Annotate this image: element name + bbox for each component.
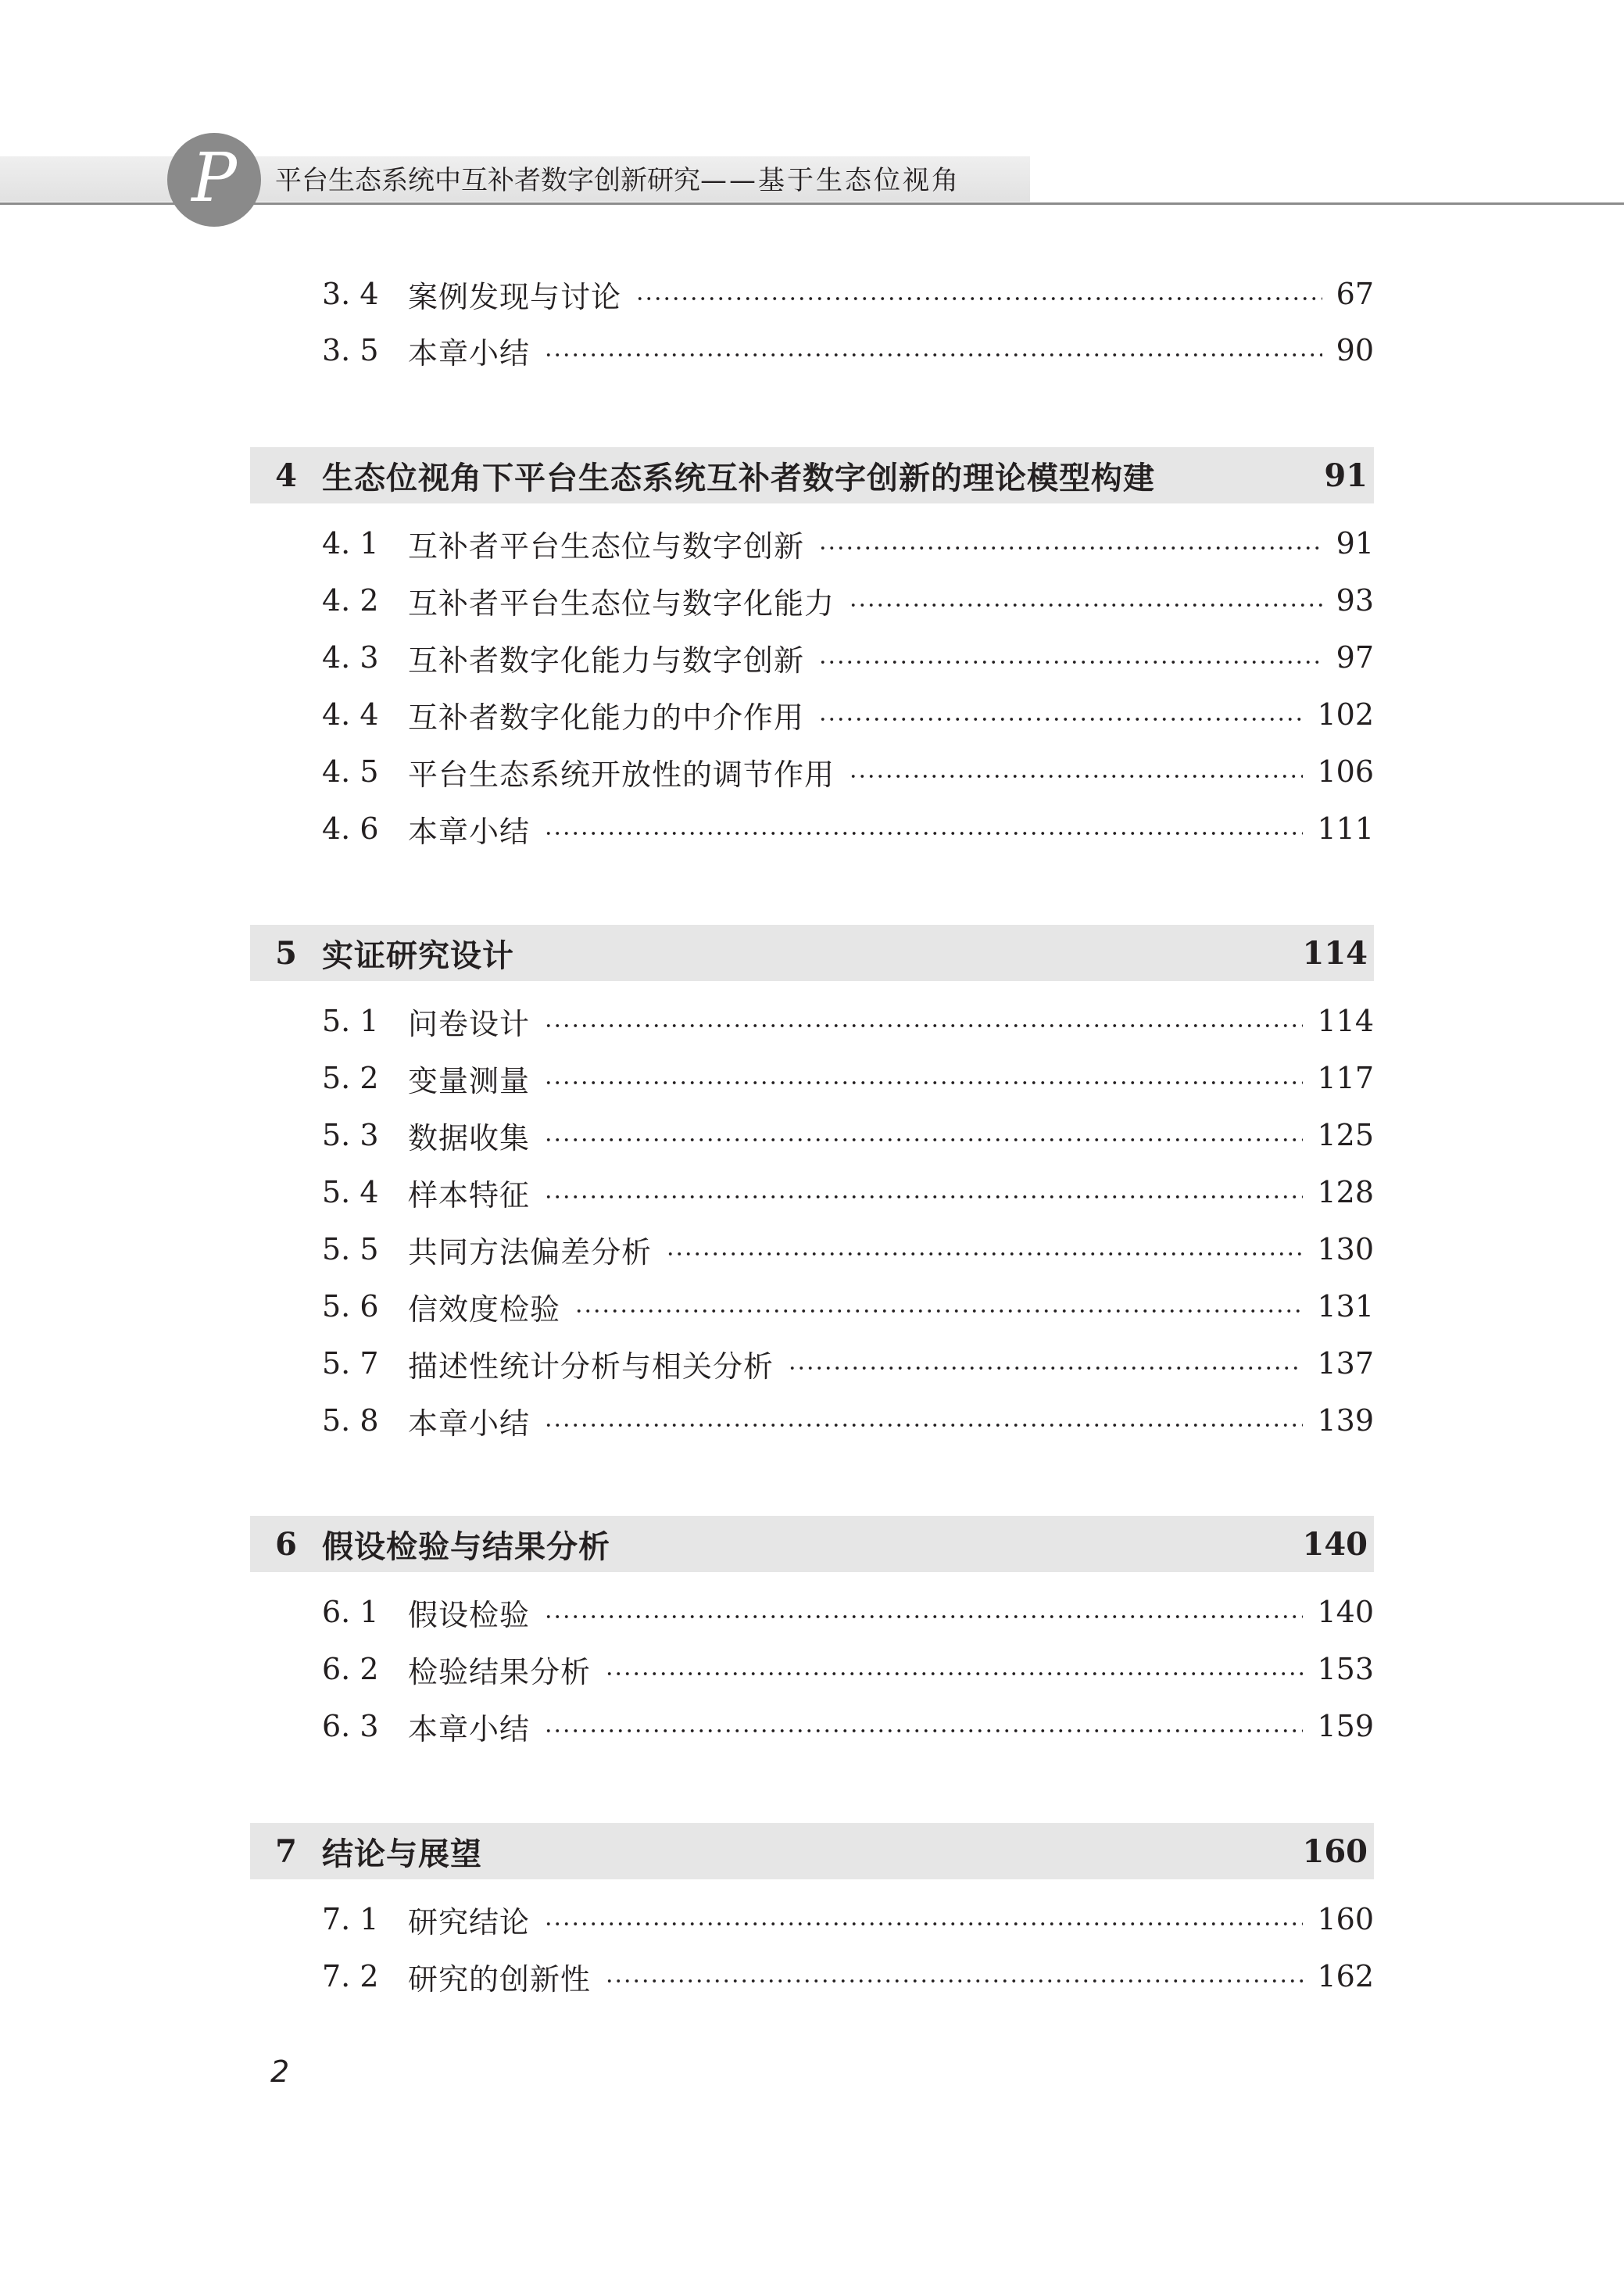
- dot-leader: [544, 829, 1303, 838]
- page-number: 102: [1317, 697, 1374, 732]
- page-number: 90: [1336, 333, 1374, 367]
- dot-leader: [574, 1306, 1303, 1316]
- chapter-title: 结论与展望: [322, 1836, 482, 1872]
- toc-entry-6-3[interactable]: [322, 1703, 1374, 1750]
- dot-leader: [544, 1919, 1303, 1929]
- toc-entry-4-2[interactable]: [322, 577, 1374, 624]
- section-number: 5. 7: [322, 1346, 379, 1381]
- section-title: 变量测量: [408, 1063, 531, 1098]
- chapter-number: 6: [275, 1525, 297, 1563]
- page-number: 159: [1317, 1709, 1374, 1743]
- section-title: 互补者数字化能力的中介作用: [408, 700, 805, 735]
- page-number: 111: [1317, 811, 1374, 846]
- dot-leader: [666, 1249, 1303, 1259]
- chapter-page: 114: [1302, 934, 1368, 972]
- toc-entry-3-5[interactable]: [322, 327, 1374, 374]
- toc-entry-7-1[interactable]: [322, 1896, 1374, 1943]
- chapter-page: 140: [1302, 1525, 1368, 1563]
- dot-leader: [544, 1135, 1303, 1144]
- toc-chapter-7[interactable]: [250, 1823, 1374, 1879]
- chapter-page: 91: [1324, 457, 1368, 494]
- section-title: 信效度检验: [408, 1291, 561, 1327]
- page-number: 140: [1317, 1595, 1374, 1629]
- page-number: 162: [1317, 1959, 1374, 1993]
- book-title: 平台生态系统中互补者数字创新研究: [275, 165, 700, 196]
- section-number: 4. 3: [322, 640, 379, 675]
- section-title: 研究的创新性: [408, 1961, 592, 1997]
- section-title: 检验结果分析: [408, 1654, 592, 1689]
- section-number: 5. 5: [322, 1232, 379, 1266]
- chapter-title: 假设检验与结果分析: [322, 1528, 610, 1565]
- toc-entry-6-2[interactable]: [322, 1646, 1374, 1693]
- section-title: 描述性统计分析与相关分析: [408, 1349, 774, 1384]
- section-number: 7. 1: [322, 1902, 379, 1936]
- toc-entry-5-1[interactable]: [322, 998, 1374, 1044]
- page-number: 91: [1336, 526, 1374, 561]
- page-number: 153: [1317, 1652, 1374, 1686]
- toc-chapter-6[interactable]: [250, 1516, 1374, 1572]
- book-subtitle: ——基于生态位视角: [700, 165, 960, 196]
- section-number: 3. 5: [322, 333, 379, 367]
- section-number: 7. 2: [322, 1959, 379, 1993]
- section-number: 6. 1: [322, 1595, 379, 1629]
- toc-entry-4-5[interactable]: [322, 748, 1374, 795]
- section-title: 问卷设计: [408, 1006, 531, 1041]
- chapter-title: 生态位视角下平台生态系统互补者数字创新的理论模型构建: [322, 460, 1155, 496]
- page-folio: 2: [270, 2054, 290, 2089]
- section-title: 假设检验: [408, 1597, 531, 1632]
- toc-entry-5-3[interactable]: [322, 1112, 1374, 1159]
- dot-leader: [544, 1021, 1303, 1030]
- page-number: 130: [1317, 1232, 1374, 1266]
- dot-leader: [635, 294, 1322, 303]
- section-number: 5. 2: [322, 1061, 379, 1095]
- section-title: 数据收集: [408, 1120, 531, 1155]
- toc-chapter-4[interactable]: [250, 447, 1374, 503]
- page-number: 93: [1336, 583, 1374, 618]
- chapter-page: 160: [1302, 1832, 1368, 1870]
- page-number: 125: [1317, 1118, 1374, 1152]
- toc-entry-5-4[interactable]: [322, 1169, 1374, 1216]
- section-title: 共同方法偏差分析: [408, 1234, 653, 1270]
- page-number: 137: [1317, 1346, 1374, 1381]
- section-title: 本章小结: [408, 1711, 531, 1746]
- page-number: 128: [1317, 1175, 1374, 1209]
- dot-leader: [605, 1976, 1303, 1986]
- running-header-title: [275, 161, 960, 200]
- toc-entry-4-6[interactable]: [322, 805, 1374, 852]
- section-title: 样本特征: [408, 1177, 531, 1213]
- toc-entry-5-5[interactable]: [322, 1226, 1374, 1273]
- section-number: 5. 6: [322, 1289, 379, 1324]
- dot-leader: [544, 1192, 1303, 1202]
- section-title: 案例发现与讨论: [408, 279, 622, 314]
- toc-entry-6-1[interactable]: [322, 1589, 1374, 1635]
- toc-entry-5-8[interactable]: [322, 1397, 1374, 1444]
- toc-entry-5-6[interactable]: [322, 1283, 1374, 1330]
- dot-leader: [544, 1420, 1303, 1430]
- section-number: 4. 4: [322, 697, 379, 732]
- dot-leader: [818, 657, 1322, 667]
- section-number: 6. 2: [322, 1652, 379, 1686]
- page-number: 106: [1317, 754, 1374, 789]
- series-logo: P: [167, 133, 261, 227]
- dot-leader: [544, 1726, 1303, 1735]
- chapter-number: 7: [275, 1832, 297, 1870]
- dot-leader: [605, 1669, 1303, 1678]
- page-number: 131: [1317, 1289, 1374, 1324]
- section-title: 互补者平台生态位与数字化能力: [408, 586, 835, 621]
- section-title: 互补者数字化能力与数字创新: [408, 643, 805, 678]
- toc-entry-4-3[interactable]: [322, 634, 1374, 681]
- toc-entry-4-1[interactable]: [322, 520, 1374, 567]
- page-number: 97: [1336, 640, 1374, 675]
- dot-leader: [544, 1078, 1303, 1087]
- section-number: 6. 3: [322, 1709, 379, 1743]
- chapter-number: 4: [275, 457, 297, 494]
- dot-leader: [849, 772, 1303, 781]
- dot-leader: [788, 1363, 1303, 1373]
- page-number: 160: [1317, 1902, 1374, 1936]
- section-title: 本章小结: [408, 1406, 531, 1441]
- section-title: 本章小结: [408, 335, 531, 371]
- section-number: 4. 1: [322, 526, 379, 561]
- dot-leader: [818, 715, 1303, 724]
- toc-entry-5-7[interactable]: [322, 1340, 1374, 1387]
- toc-entry-3-4[interactable]: [322, 270, 1374, 317]
- chapter-number: 5: [275, 934, 297, 972]
- section-title: 平台生态系统开放性的调节作用: [408, 757, 835, 792]
- page-number: 114: [1317, 1004, 1374, 1038]
- page-number: 117: [1317, 1061, 1374, 1095]
- section-number: 5. 4: [322, 1175, 379, 1209]
- chapter-title: 实证研究设计: [322, 937, 514, 974]
- section-title: 研究结论: [408, 1904, 531, 1940]
- toc-entry-7-2[interactable]: [322, 1953, 1374, 2000]
- section-number: 5. 8: [322, 1403, 379, 1438]
- toc-chapter-5[interactable]: [250, 925, 1374, 981]
- dot-leader: [544, 350, 1322, 360]
- section-title: 互补者平台生态位与数字创新: [408, 528, 805, 564]
- section-number: 5. 1: [322, 1004, 379, 1038]
- section-number: 5. 3: [322, 1118, 379, 1152]
- dot-leader: [544, 1612, 1303, 1621]
- section-number: 4. 6: [322, 811, 379, 846]
- page-number: 139: [1317, 1403, 1374, 1438]
- page-number: 67: [1336, 277, 1374, 311]
- toc-entry-5-2[interactable]: [322, 1055, 1374, 1101]
- section-title: 本章小结: [408, 814, 531, 849]
- section-number: 4. 5: [322, 754, 379, 789]
- dot-leader: [818, 543, 1322, 553]
- dot-leader: [849, 600, 1322, 610]
- section-number: 4. 2: [322, 583, 379, 618]
- section-number: 3. 4: [322, 277, 379, 311]
- toc-entry-4-4[interactable]: [322, 691, 1374, 738]
